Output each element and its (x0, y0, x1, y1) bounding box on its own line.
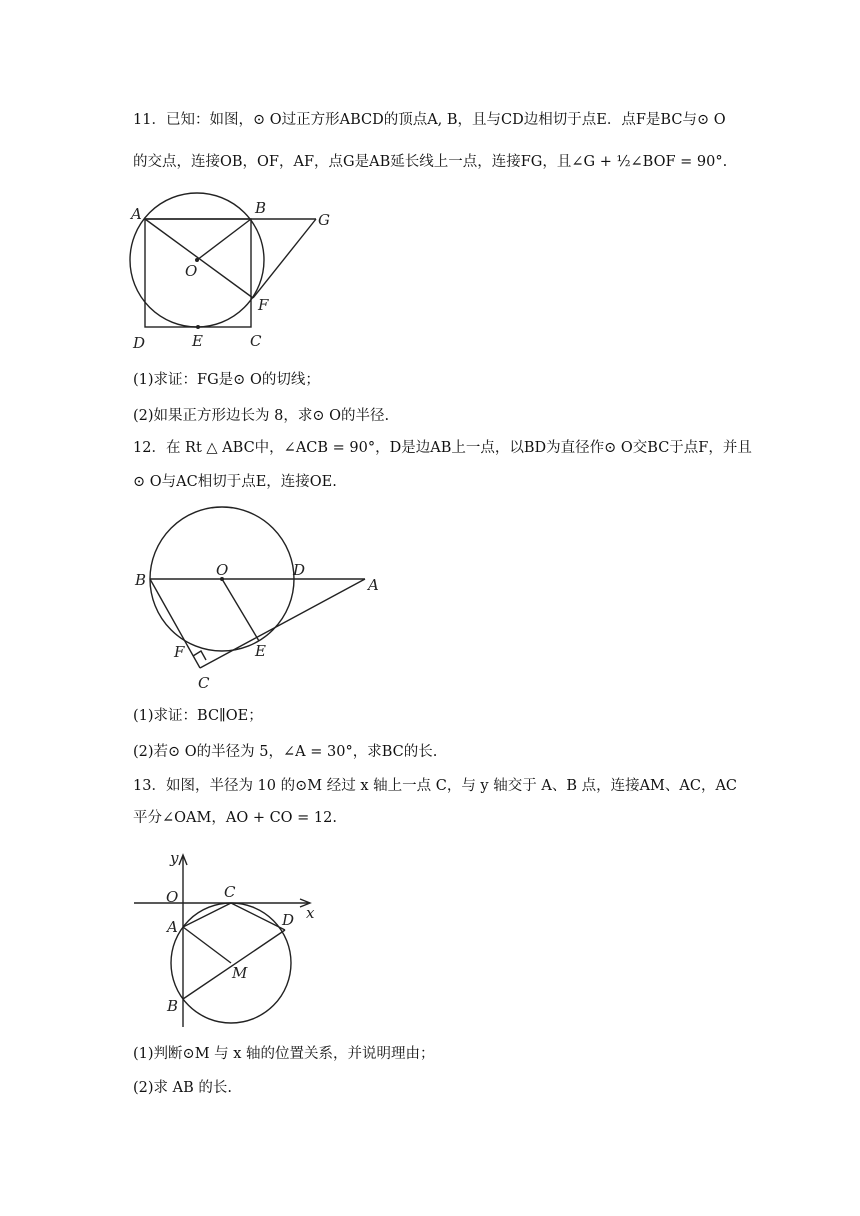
q13-label-o: O (166, 888, 179, 906)
q11-label-d: D (133, 334, 146, 352)
q12-segment-oe (222, 579, 259, 641)
q12-figure (128, 500, 398, 695)
q13-label-y: y (170, 849, 179, 867)
q11-label-f: F (258, 296, 269, 314)
q13-figure (128, 845, 328, 1035)
q11-sub2: (2)如果正方形边长为 8，求⊙ O的半径. (133, 408, 390, 424)
q13-segment-ac (183, 903, 231, 927)
q11-square-abcd (145, 219, 251, 327)
q11-label-e: E (192, 332, 203, 350)
q13-label-x: x (306, 904, 315, 922)
q12-label-b: B (135, 571, 147, 589)
q12-label-f: F (174, 643, 185, 661)
q12-text-line2: ⊙ O与AC相切于点E，连接OE. (133, 474, 337, 490)
q11-label-o: O (185, 262, 198, 280)
q12-label-a: A (368, 576, 379, 594)
q12-sub2: (2)若⊙ O的半径为 5，∠A = 30°，求BC的长. (133, 744, 438, 760)
q11-text-line1: 11．已知：如图，⊙ O过正方形ABCD的顶点A, B，且与CD边相切于点E．点F是BC与⊙ O (133, 112, 726, 128)
q11-segment-fg (253, 219, 316, 298)
q13-segment-am (183, 927, 231, 963)
q13-label-m: M (232, 964, 248, 982)
q11-point-e (196, 325, 200, 329)
q13-label-c: C (224, 883, 236, 901)
q13-sub1: (1)判断⊙M 与 x 轴的位置关系，并说明理由； (133, 1046, 435, 1062)
q11-text-line2: 的交点，连接OB，OF，AF，点G是AB延长线上一点，连接FG，且∠G + ½∠BOF = 90°. (133, 154, 728, 170)
q13-sub2: (2)求 AB 的长. (133, 1080, 232, 1096)
q11-label-a: A (131, 205, 142, 223)
q12-segment-ac (200, 579, 365, 668)
q13-text-line1: 13．如图，半径为 10 的⊙M 经过 x 轴上一点 C，与 y 轴交于 A、B 点，连接AM、AC，AC (133, 778, 738, 794)
q13-label-b: B (167, 997, 179, 1015)
q13-text-line2: 平分∠OAM，AO + CO = 12. (133, 810, 337, 826)
q12-sub1: (1)求证：BC∥OE； (133, 708, 263, 724)
q11-label-b: B (255, 199, 267, 217)
q12-label-d: D (293, 561, 306, 579)
q13-label-d: D (282, 911, 295, 929)
q11-sub1: (1)求证：FG是⊙ O的切线； (133, 372, 320, 388)
q13-segment-cd (231, 903, 285, 930)
q13-label-a: A (167, 918, 178, 936)
q12-text-line1: 12．在 Rt △ ABC中，∠ACB = 90°，D是边AB上一点，以BD为直径作⊙ O交BC于点F，并且 (133, 440, 752, 456)
q12-label-e: E (255, 642, 266, 660)
q11-figure (120, 190, 340, 360)
q11-label-c: C (250, 332, 262, 350)
q11-label-g: G (318, 211, 330, 229)
q11-segment-ob (197, 219, 251, 260)
q12-label-o: O (216, 561, 229, 579)
q12-label-c: C (198, 674, 210, 692)
